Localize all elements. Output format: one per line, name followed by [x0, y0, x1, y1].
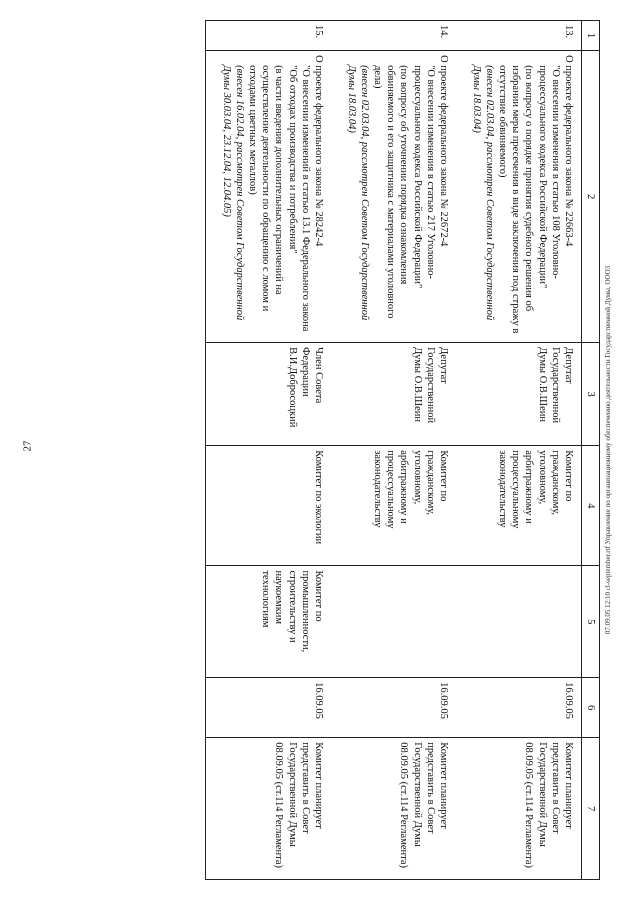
bill-body: "О внесении изменений в статью 13.1 Федерального закона "Об отходах производства и потребления": [286, 65, 311, 332]
column-header: 4: [581, 446, 599, 566]
column-header: 5: [581, 566, 599, 678]
bill-author: Депутат Государственной Думы О.В.Шеин: [456, 343, 582, 446]
bill-body: "О внесении изменения в статью 217 Уголовно-процессуального кодекса Российской Федерации": [411, 65, 436, 289]
bill-title: О проекте федерального закона № 22672-4: [437, 55, 449, 247]
bill-description: [456, 51, 582, 343]
bill-status: (внесен 02.03.04, рассмотрен Советом Государственной Думы 18.03.04): [471, 65, 496, 321]
table-row: [456, 21, 582, 880]
row-number: 13.: [456, 21, 582, 51]
bill-note: (по вопросу о порядке принятия судебного решения об избрании меры пресечения в виде заключения под стражу в отсутствие обвиняемого): [497, 65, 535, 334]
bill-note: (в части введения дополнительных ограничений на осуществление деятельности по обращению с ломом и отходами цветных металлов): [247, 65, 285, 312]
table-row: [331, 21, 456, 880]
column-header: 6: [581, 678, 599, 738]
column-header: 1: [581, 21, 599, 51]
header-row: [581, 21, 599, 880]
table-row: [205, 21, 331, 880]
bill-description: [331, 51, 456, 343]
planned-action: Комитет планирует представить в Совет Государственной Думы 08.09.05 (ст.114 Регламента): [205, 738, 331, 880]
co-committee: [456, 566, 582, 678]
bill-author: Депутат Государственной Думы О.В.Шеин: [331, 343, 456, 446]
column-header: 7: [581, 738, 599, 880]
bills-table: [205, 20, 600, 880]
co-committee: [331, 566, 456, 678]
bill-note: (по вопросу об уточнении порядка ознакомления обвиняемого и его защитника с материалами уголовного дела): [372, 65, 410, 319]
bill-title: О проекте федерального закона № 22663-4: [562, 55, 574, 247]
row-number: 15.: [205, 21, 331, 51]
planned-action: Комитет планирует представить в Совет Государственной Думы 08.09.05 (ст.114 Регламента): [456, 738, 582, 880]
responsible-committee: Комитет по гражданскому, уголовному, арбитражному и процессуальному законодательству: [456, 446, 582, 566]
page-number: 27: [21, 440, 34, 452]
bill-status: (внесен 16.02.04, рассмотрен Советом Государственной Думы 30.03.04, 23.12.04, 12.04.05): [221, 65, 246, 321]
row-number: 14.: [331, 21, 456, 51]
bill-author: Член Совета Федерации В.И.Добросоцкий: [205, 343, 331, 446]
footer-text: 07.09.05 12:10 cl-september.rtf Управление по организационному обеспечению деятельности Государственной Думы, ООО3: [604, 265, 612, 635]
bill-description: [205, 51, 331, 343]
responsible-committee: Комитет по экологии: [205, 446, 331, 566]
responsible-committee: Комитет по гражданскому, уголовному, арбитражному и процессуальному законодательству: [331, 446, 456, 566]
planned-action: Комитет планирует представить в Совет Государственной Думы 08.09.05 (ст.114 Регламента): [331, 738, 456, 880]
column-header: 3: [581, 343, 599, 446]
date: 16.09.05: [456, 678, 582, 738]
bill-status: (внесен 02.03.04, рассмотрен Советом Государственной Думы 18.03.04): [346, 65, 371, 321]
agenda-sheet: [40, 20, 600, 880]
co-committee: Комитет по промышленности, строительству и наукоемким технологиям: [205, 566, 331, 678]
bill-title: О проекте федерального закона № 28242-4: [312, 55, 324, 247]
column-header: 2: [581, 51, 599, 343]
date: 16.09.05: [205, 678, 331, 738]
date: 16.09.05: [331, 678, 456, 738]
bill-body: "О внесении изменения в статью 108 Уголовно-процессуального кодекса Российской Федерации": [536, 65, 561, 289]
